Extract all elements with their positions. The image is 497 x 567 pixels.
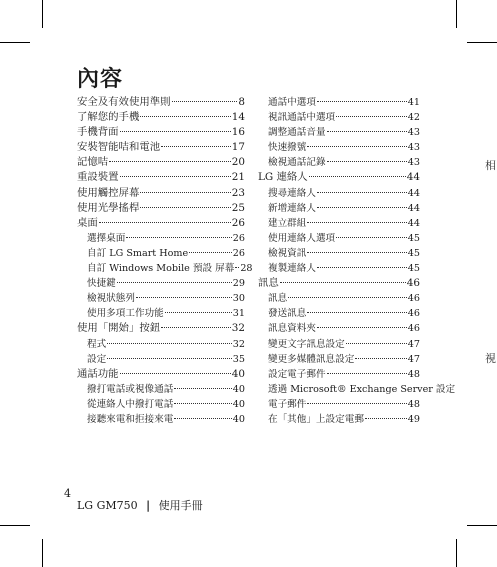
toc-entry-page: 35 xyxy=(232,353,245,365)
toc-leader-dots xyxy=(317,192,407,193)
toc-entry-page: 21 xyxy=(231,171,245,184)
toc-entry-page: 47 xyxy=(407,338,420,350)
toc-entry-page: 44 xyxy=(407,202,420,214)
toc-leader-dots xyxy=(161,146,231,147)
toc-entry-page: 44 xyxy=(407,187,420,199)
toc-entry[interactable] xyxy=(77,170,245,185)
toc-entry-label: 變更多媒體訊息設定 xyxy=(268,353,355,365)
toc-entry-page: 17 xyxy=(231,141,245,154)
toc-entry-page: 28 xyxy=(240,263,253,275)
toc-entry-label: 使用連絡人選項 xyxy=(268,232,336,244)
toc-entry-label: 記憶咭 xyxy=(77,156,109,169)
toc-entry[interactable] xyxy=(258,261,420,276)
toc-entry-label: 設定 xyxy=(87,353,107,365)
toc-entry-page: 26 xyxy=(232,247,245,259)
toc-entry-page: 45 xyxy=(407,263,420,275)
toc-entry-label: 透過 Microsoft® Exchange Server 設定 xyxy=(268,383,456,395)
toc-entry-label: 桌面 xyxy=(77,216,98,229)
toc-entry[interactable] xyxy=(258,155,420,170)
toc-leader-dots xyxy=(317,101,407,102)
toc-leader-dots xyxy=(136,297,232,298)
toc-entry[interactable] xyxy=(258,170,420,185)
toc-entry[interactable] xyxy=(77,276,245,291)
toc-entry-label: 變更文字訊息設定 xyxy=(268,338,345,350)
toc-leader-dots xyxy=(307,403,406,404)
toc-entry-label: 快捷鍵 xyxy=(87,278,116,290)
edge-char: 相 xyxy=(485,159,496,172)
toc-entry[interactable] xyxy=(77,397,245,412)
toc-leader-dots xyxy=(120,176,231,177)
toc-entry[interactable] xyxy=(258,216,420,231)
toc-entry-label: 通話中選項 xyxy=(268,97,316,108)
toc-entry[interactable] xyxy=(258,321,420,336)
toc-entry[interactable] xyxy=(77,352,245,367)
toc-entry-page: 40 xyxy=(232,383,245,395)
toc-entry-page: 8 xyxy=(238,96,245,108)
toc-leader-dots xyxy=(174,388,231,389)
toc-leader-dots xyxy=(140,192,230,193)
toc-entry-label: 檢視資訊 xyxy=(268,247,307,259)
toc-entry[interactable] xyxy=(77,201,245,216)
toc-entry-page: 49 xyxy=(407,413,420,425)
toc-entry-label: 程式 xyxy=(87,338,107,350)
toc-leader-dots xyxy=(355,358,406,359)
toc-entry[interactable] xyxy=(77,216,245,231)
toc-entry-page: 14 xyxy=(231,111,245,124)
toc-leader-dots xyxy=(336,116,407,117)
toc-leader-dots xyxy=(140,207,230,208)
page-title: 內容 xyxy=(77,67,124,92)
toc-leader-dots xyxy=(307,252,406,253)
toc-leader-dots xyxy=(126,237,231,238)
toc-entry[interactable] xyxy=(77,140,245,155)
toc-entry-label: 通話功能 xyxy=(77,367,119,380)
toc-entry-label: 快速撥號 xyxy=(268,142,307,154)
toc-leader-dots xyxy=(107,343,232,344)
toc-leader-dots xyxy=(174,418,231,419)
toc-leader-dots xyxy=(288,297,407,298)
toc-entry-page: 45 xyxy=(407,247,420,259)
toc-leader-dots xyxy=(307,146,406,147)
toc-entry-label: 調整通話音量 xyxy=(268,127,326,139)
toc-entry[interactable] xyxy=(77,110,245,125)
toc-leader-dots xyxy=(317,267,407,268)
toc-entry-label: 新增連絡人 xyxy=(268,202,316,214)
toc-entry-label: 複製連絡人 xyxy=(268,263,316,275)
toc-leader-dots xyxy=(346,343,407,344)
toc-entry[interactable] xyxy=(77,155,245,170)
crop-mark xyxy=(0,42,30,43)
toc-left-column xyxy=(77,95,253,427)
toc-entry[interactable] xyxy=(258,412,420,427)
toc-leader-dots xyxy=(309,176,406,177)
toc-entry-label: 使用觸控屏幕 xyxy=(77,186,140,199)
toc-entry[interactable] xyxy=(77,306,245,321)
toc-entry[interactable] xyxy=(77,246,245,261)
toc-entry[interactable] xyxy=(258,246,420,261)
toc-leader-dots xyxy=(327,373,407,374)
toc-entry-label: 自訂 Windows Mobile 預設 屏幕 xyxy=(87,263,235,275)
toc-entry[interactable] xyxy=(258,337,420,352)
toc-entry-page: 20 xyxy=(231,156,245,169)
toc-leader-dots xyxy=(174,403,231,404)
toc-entry-label: 使用多項工作功能 xyxy=(87,308,164,320)
toc-leader-dots xyxy=(307,222,406,223)
toc-leader-dots xyxy=(117,282,232,283)
toc-entry-page: 40 xyxy=(232,398,245,410)
toc-entry[interactable] xyxy=(77,186,245,201)
crop-mark xyxy=(42,0,43,28)
toc-entry-label: 電子郵件 xyxy=(268,398,307,410)
toc-entry-page: 42 xyxy=(407,112,420,124)
toc-leader-dots xyxy=(317,207,407,208)
toc-entry-label: 安全及有效使用準則 xyxy=(77,96,171,108)
toc-leader-dots xyxy=(327,161,407,162)
toc-entry-label: 了解您的手機 xyxy=(77,111,140,124)
toc-leader-dots xyxy=(365,418,407,419)
toc-entry-label: 重設裝置 xyxy=(77,171,119,184)
toc-entry-label: 檢視狀態列 xyxy=(87,293,135,305)
toc-entry[interactable] xyxy=(77,337,245,352)
footer-separator: | xyxy=(146,499,151,512)
toc-entry[interactable] xyxy=(77,95,245,110)
page-number: 4 xyxy=(64,487,71,500)
toc-leader-dots xyxy=(107,358,232,359)
toc-entry[interactable] xyxy=(77,261,253,276)
footer-label: 使用手冊 xyxy=(158,499,203,512)
toc-entry-label: 設定電子郵件 xyxy=(268,368,326,380)
crop-mark xyxy=(456,539,457,567)
toc-entry-page: 40 xyxy=(231,367,245,380)
toc-entry-page: 29 xyxy=(232,278,245,290)
toc-entry-label: 訊息資料夾 xyxy=(268,323,316,335)
toc-entry-page: 16 xyxy=(231,126,245,139)
toc-entry-label: 安裝智能咭和電池 xyxy=(77,141,161,154)
toc-entry-page: 45 xyxy=(407,232,420,244)
toc-entry-page: 31 xyxy=(232,308,245,320)
toc-entry[interactable] xyxy=(258,110,420,125)
toc-entry-label: 接聽來電和拒接來電 xyxy=(87,413,174,425)
toc-entry-page: 46 xyxy=(407,293,420,305)
toc-entry[interactable] xyxy=(258,306,420,321)
toc-entry-page: 40 xyxy=(232,413,245,425)
toc-entry[interactable] xyxy=(258,231,420,246)
toc-entry-label: 訊息 xyxy=(268,293,288,305)
toc-entry-label: 搜尋連絡人 xyxy=(268,187,316,199)
toc-leader-dots xyxy=(120,131,231,132)
toc-leader-dots xyxy=(307,312,406,313)
toc-entry-page: 46 xyxy=(406,277,420,290)
toc-entry[interactable] xyxy=(77,321,245,336)
toc-entry-label: 建立群組 xyxy=(268,217,307,229)
toc-entry-label: 選擇桌面 xyxy=(87,232,126,244)
toc-entry-page: 48 xyxy=(407,368,420,380)
toc-entry[interactable] xyxy=(77,231,245,246)
toc-entry-page: 26 xyxy=(232,232,245,244)
toc-entry-label: LG 連絡人 xyxy=(258,171,308,184)
toc-entry[interactable] xyxy=(258,95,420,110)
toc-entry-page: 44 xyxy=(406,171,420,184)
toc-leader-dots xyxy=(172,101,238,102)
toc-leader-dots xyxy=(120,373,231,374)
toc-entry-page: 26 xyxy=(231,216,245,229)
toc-entry-label: 訊息 xyxy=(258,277,279,290)
toc-entry-label: 撥打電話或視像通話 xyxy=(87,383,174,395)
toc-entry[interactable] xyxy=(77,382,245,397)
crop-mark xyxy=(0,525,30,526)
toc-entry[interactable] xyxy=(258,291,420,306)
toc-entry-label: 自訂 LG Smart Home xyxy=(87,247,189,259)
toc-entry-page: 32 xyxy=(231,322,245,335)
toc-entry[interactable] xyxy=(258,201,420,216)
toc-leader-dots xyxy=(189,252,232,253)
toc-entry-page: 48 xyxy=(407,398,420,410)
toc-entry-label: 檢視通話記錄 xyxy=(268,157,326,169)
toc-leader-dots xyxy=(109,161,231,162)
toc-entry-page: 32 xyxy=(232,338,245,350)
footer xyxy=(77,497,203,513)
toc-entry[interactable] xyxy=(258,140,420,155)
toc-entry-label: 從連絡人中撥打電話 xyxy=(87,398,174,410)
toc-entry-page: 30 xyxy=(232,293,245,305)
toc-entry-label: 在「其他」上設定電郵 xyxy=(268,413,364,425)
toc-entry[interactable] xyxy=(258,352,420,367)
toc-entry-label: 使用「開始」按鈕 xyxy=(77,322,161,335)
toc-entry[interactable] xyxy=(77,125,245,140)
toc-entry-page: 46 xyxy=(407,308,420,320)
toc-entry[interactable] xyxy=(258,382,456,397)
toc-leader-dots xyxy=(99,222,231,223)
toc-entry-page: 46 xyxy=(407,323,420,335)
toc-entry[interactable] xyxy=(258,367,420,382)
toc-entry[interactable] xyxy=(258,186,420,201)
crop-mark xyxy=(467,525,497,526)
toc-entry-label: 使用光學搖桿 xyxy=(77,201,140,214)
toc-entry[interactable] xyxy=(77,412,245,427)
toc-leader-dots xyxy=(165,312,232,313)
toc-right-column xyxy=(258,95,456,427)
toc-entry-label: 視訊通話中選項 xyxy=(268,112,336,124)
toc-entry-page: 25 xyxy=(231,201,245,214)
toc-entry-page: 47 xyxy=(407,353,420,365)
toc-entry-page: 23 xyxy=(231,186,245,199)
toc-leader-dots xyxy=(336,237,407,238)
toc-entry[interactable] xyxy=(77,367,245,382)
toc-entry-page: 41 xyxy=(407,97,420,108)
toc-entry-page: 44 xyxy=(407,217,420,229)
toc-entry-page: 43 xyxy=(407,142,420,154)
toc-leader-dots xyxy=(235,267,239,268)
toc-entry-page: 43 xyxy=(407,157,420,169)
toc-entry[interactable] xyxy=(258,276,420,291)
toc-entry[interactable] xyxy=(258,397,420,412)
edge-char: 視 xyxy=(485,352,496,365)
toc-leader-dots xyxy=(140,116,230,117)
toc-entry[interactable] xyxy=(258,125,420,140)
toc-leader-dots xyxy=(280,282,406,283)
toc-leader-dots xyxy=(161,327,231,328)
toc-entry-label: 發送訊息 xyxy=(268,308,307,320)
toc-leader-dots xyxy=(327,131,407,132)
crop-mark xyxy=(467,42,497,43)
toc-entry[interactable] xyxy=(77,291,245,306)
toc-leader-dots xyxy=(317,327,407,328)
crop-mark xyxy=(456,0,457,28)
crop-mark xyxy=(42,539,43,567)
toc-entry-label: 手機背面 xyxy=(77,126,119,139)
footer-model: LG GM750 xyxy=(77,499,138,512)
toc-entry-page: 43 xyxy=(407,127,420,139)
